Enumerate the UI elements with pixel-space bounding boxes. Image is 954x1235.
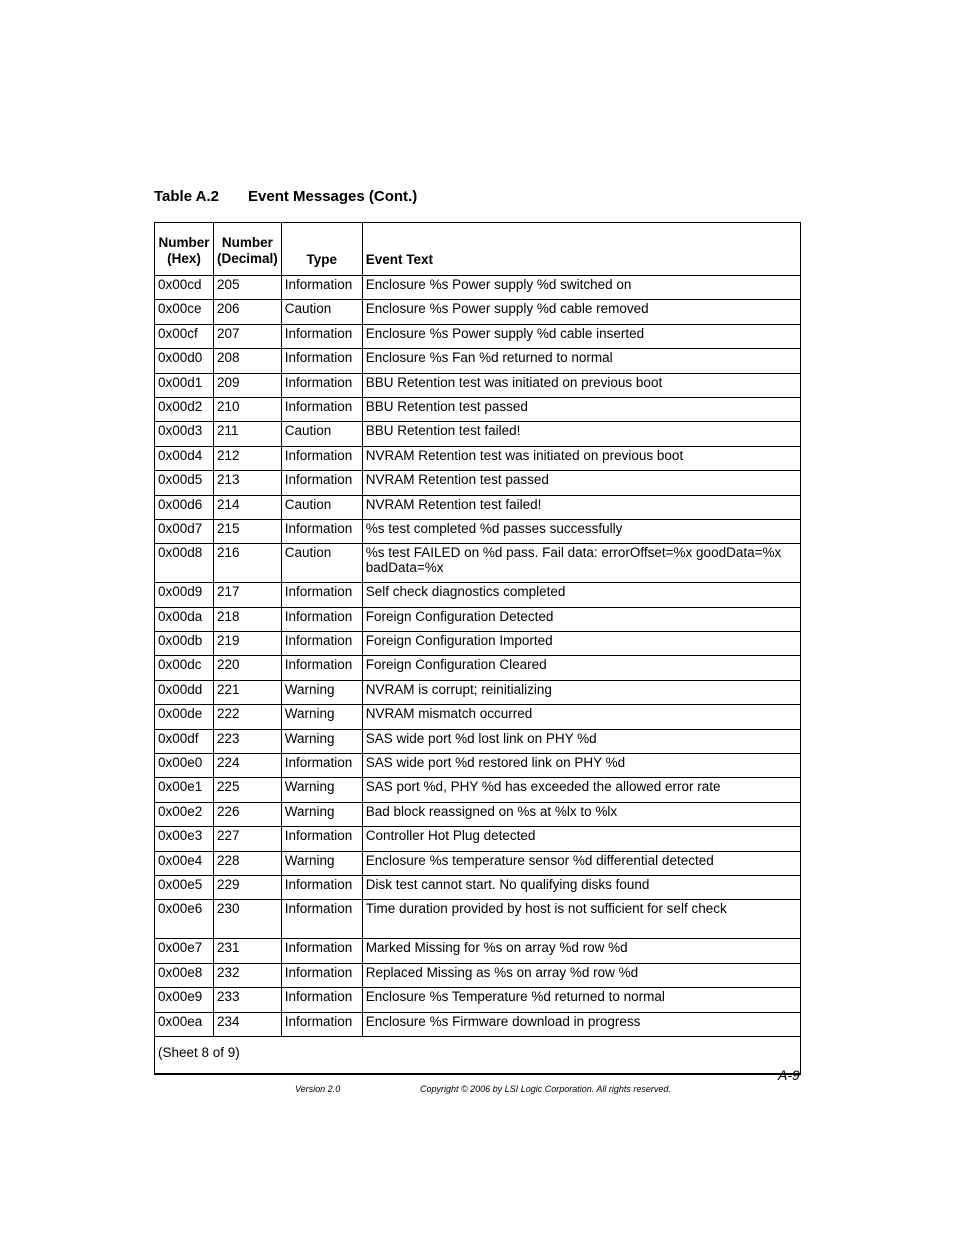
table-row bbox=[155, 939, 801, 963]
cell-number-hex: 0x00e5 bbox=[155, 875, 214, 899]
cell-event-text: Bad block reassigned on %s at %lx to %lx bbox=[362, 802, 800, 826]
cell-event-text: Enclosure %s temperature sensor %d differential detected bbox=[362, 851, 800, 875]
cell-number-hex: 0x00de bbox=[155, 705, 214, 729]
cell-number-decimal: 234 bbox=[214, 1012, 282, 1036]
cell-number-hex: 0x00d4 bbox=[155, 446, 214, 470]
table-row bbox=[155, 988, 801, 1012]
copyright-text: Copyright © 2006 by LSI Logic Corporation. All rights reserved. bbox=[420, 1084, 671, 1094]
cell-event-text: Foreign Configuration Imported bbox=[362, 632, 800, 656]
cell-number-decimal: 229 bbox=[214, 875, 282, 899]
cell-number-decimal: 220 bbox=[214, 656, 282, 680]
cell-number-decimal: 230 bbox=[214, 900, 282, 939]
cell-number-hex: 0x00d9 bbox=[155, 583, 214, 607]
cell-type: Information bbox=[281, 519, 362, 543]
table-row bbox=[155, 471, 801, 495]
cell-event-text: Marked Missing for %s on array %d row %d bbox=[362, 939, 800, 963]
table-caption bbox=[154, 188, 417, 205]
cell-number-hex: 0x00d0 bbox=[155, 349, 214, 373]
header-event-text: Event Text bbox=[362, 223, 800, 276]
cell-type: Information bbox=[281, 1012, 362, 1036]
cell-number-decimal: 215 bbox=[214, 519, 282, 543]
cell-number-hex: 0x00e2 bbox=[155, 802, 214, 826]
cell-number-hex: 0x00e0 bbox=[155, 754, 214, 778]
table-row bbox=[155, 1012, 801, 1036]
cell-event-text: Foreign Configuration Detected bbox=[362, 607, 800, 631]
cell-event-text: NVRAM Retention test was initiated on previous boot bbox=[362, 446, 800, 470]
table-row bbox=[155, 519, 801, 543]
cell-number-decimal: 205 bbox=[214, 276, 282, 300]
cell-number-decimal: 227 bbox=[214, 827, 282, 851]
cell-type: Information bbox=[281, 471, 362, 495]
cell-number-decimal: 222 bbox=[214, 705, 282, 729]
cell-number-hex: 0x00dd bbox=[155, 680, 214, 704]
cell-type: Information bbox=[281, 446, 362, 470]
header-type: Type bbox=[281, 223, 362, 276]
cell-event-text: SAS wide port %d restored link on PHY %d bbox=[362, 754, 800, 778]
cell-type: Information bbox=[281, 900, 362, 939]
cell-number-decimal: 219 bbox=[214, 632, 282, 656]
cell-event-text: Enclosure %s Firmware download in progress bbox=[362, 1012, 800, 1036]
table-row bbox=[155, 827, 801, 851]
table-row bbox=[155, 802, 801, 826]
cell-event-text: Controller Hot Plug detected bbox=[362, 827, 800, 851]
cell-number-hex: 0x00da bbox=[155, 607, 214, 631]
cell-number-hex: 0x00d1 bbox=[155, 373, 214, 397]
cell-number-decimal: 217 bbox=[214, 583, 282, 607]
cell-event-text: Enclosure %s Power supply %d cable inserted bbox=[362, 324, 800, 348]
cell-event-text: Enclosure %s Power supply %d cable removed bbox=[362, 300, 800, 324]
cell-number-hex: 0x00e3 bbox=[155, 827, 214, 851]
version-text: Version 2.0 bbox=[295, 1084, 341, 1094]
cell-type: Information bbox=[281, 397, 362, 421]
cell-number-hex: 0x00cf bbox=[155, 324, 214, 348]
cell-type: Information bbox=[281, 276, 362, 300]
cell-number-decimal: 214 bbox=[214, 495, 282, 519]
cell-number-decimal: 211 bbox=[214, 422, 282, 446]
cell-type: Information bbox=[281, 875, 362, 899]
cell-number-hex: 0x00d6 bbox=[155, 495, 214, 519]
table-row bbox=[155, 729, 801, 753]
cell-number-hex: 0x00d2 bbox=[155, 397, 214, 421]
cell-number-decimal: 233 bbox=[214, 988, 282, 1012]
cell-number-hex: 0x00cd bbox=[155, 276, 214, 300]
cell-type: Information bbox=[281, 988, 362, 1012]
cell-number-hex: 0x00ea bbox=[155, 1012, 214, 1036]
cell-number-hex: 0x00dc bbox=[155, 656, 214, 680]
cell-number-hex: 0x00e7 bbox=[155, 939, 214, 963]
table-row bbox=[155, 324, 801, 348]
cell-number-decimal: 225 bbox=[214, 778, 282, 802]
cell-number-hex: 0x00d7 bbox=[155, 519, 214, 543]
cell-type: Information bbox=[281, 632, 362, 656]
cell-number-hex: 0x00df bbox=[155, 729, 214, 753]
table-row bbox=[155, 583, 801, 607]
cell-event-text: Enclosure %s Power supply %d switched on bbox=[362, 276, 800, 300]
table-row bbox=[155, 851, 801, 875]
cell-type: Warning bbox=[281, 680, 362, 704]
cell-number-hex: 0x00e9 bbox=[155, 988, 214, 1012]
table-row bbox=[155, 544, 801, 583]
cell-number-decimal: 213 bbox=[214, 471, 282, 495]
cell-type: Information bbox=[281, 656, 362, 680]
table-title: Event Messages (Cont.) bbox=[248, 188, 418, 205]
cell-event-text: SAS wide port %d lost link on PHY %d bbox=[362, 729, 800, 753]
cell-number-decimal: 226 bbox=[214, 802, 282, 826]
cell-number-hex: 0x00e4 bbox=[155, 851, 214, 875]
table-row bbox=[155, 778, 801, 802]
cell-number-decimal: 223 bbox=[214, 729, 282, 753]
cell-type: Caution bbox=[281, 422, 362, 446]
table-row bbox=[155, 754, 801, 778]
cell-event-text: %s test FAILED on %d pass. Fail data: errorOffset=%x goodData=%x badData=%x bbox=[362, 544, 800, 583]
cell-type: Warning bbox=[281, 705, 362, 729]
cell-type: Information bbox=[281, 349, 362, 373]
cell-event-text: Self check diagnostics completed bbox=[362, 583, 800, 607]
cell-number-decimal: 224 bbox=[214, 754, 282, 778]
cell-event-text: NVRAM Retention test failed! bbox=[362, 495, 800, 519]
table-row bbox=[155, 300, 801, 324]
table-row bbox=[155, 875, 801, 899]
cell-event-text: NVRAM mismatch occurred bbox=[362, 705, 800, 729]
table-row bbox=[155, 680, 801, 704]
cell-event-text: Disk test cannot start. No qualifying disks found bbox=[362, 875, 800, 899]
table-row bbox=[155, 495, 801, 519]
event-messages-table bbox=[154, 222, 801, 1075]
sheet-indicator: (Sheet 8 of 9) bbox=[155, 1036, 801, 1074]
table-row bbox=[155, 276, 801, 300]
cell-number-decimal: 232 bbox=[214, 963, 282, 987]
cell-number-hex: 0x00d3 bbox=[155, 422, 214, 446]
cell-event-text: Foreign Configuration Cleared bbox=[362, 656, 800, 680]
cell-number-decimal: 221 bbox=[214, 680, 282, 704]
table-row bbox=[155, 900, 801, 939]
table-row bbox=[155, 656, 801, 680]
cell-type: Information bbox=[281, 324, 362, 348]
cell-number-decimal: 209 bbox=[214, 373, 282, 397]
cell-event-text: BBU Retention test passed bbox=[362, 397, 800, 421]
cell-number-decimal: 206 bbox=[214, 300, 282, 324]
cell-type: Warning bbox=[281, 778, 362, 802]
cell-number-hex: 0x00d8 bbox=[155, 544, 214, 583]
cell-number-hex: 0x00ce bbox=[155, 300, 214, 324]
cell-type: Warning bbox=[281, 851, 362, 875]
cell-type: Information bbox=[281, 373, 362, 397]
table-row bbox=[155, 373, 801, 397]
cell-event-text: %s test completed %d passes successfully bbox=[362, 519, 800, 543]
cell-number-decimal: 216 bbox=[214, 544, 282, 583]
table-row bbox=[155, 397, 801, 421]
table-row bbox=[155, 422, 801, 446]
cell-number-hex: 0x00e1 bbox=[155, 778, 214, 802]
table-footer-row bbox=[155, 1036, 801, 1074]
cell-event-text: Enclosure %s Fan %d returned to normal bbox=[362, 349, 800, 373]
cell-type: Information bbox=[281, 754, 362, 778]
table-number: Table A.2 bbox=[154, 188, 220, 205]
table-row bbox=[155, 632, 801, 656]
cell-type: Warning bbox=[281, 729, 362, 753]
cell-type: Information bbox=[281, 607, 362, 631]
cell-type: Information bbox=[281, 583, 362, 607]
table-row bbox=[155, 607, 801, 631]
cell-type: Caution bbox=[281, 495, 362, 519]
cell-type: Caution bbox=[281, 544, 362, 583]
cell-event-text: NVRAM Retention test passed bbox=[362, 471, 800, 495]
cell-event-text: BBU Retention test was initiated on previous boot bbox=[362, 373, 800, 397]
cell-number-hex: 0x00e6 bbox=[155, 900, 214, 939]
cell-event-text: SAS port %d, PHY %d has exceeded the allowed error rate bbox=[362, 778, 800, 802]
cell-event-text: Time duration provided by host is not sufficient for self check bbox=[362, 900, 800, 939]
cell-number-hex: 0x00e8 bbox=[155, 963, 214, 987]
cell-type: Information bbox=[281, 827, 362, 851]
cell-event-text: Replaced Missing as %s on array %d row %d bbox=[362, 963, 800, 987]
cell-type: Warning bbox=[281, 802, 362, 826]
cell-number-decimal: 212 bbox=[214, 446, 282, 470]
cell-number-decimal: 207 bbox=[214, 324, 282, 348]
cell-number-decimal: 218 bbox=[214, 607, 282, 631]
cell-number-decimal: 208 bbox=[214, 349, 282, 373]
table-row bbox=[155, 446, 801, 470]
cell-number-hex: 0x00db bbox=[155, 632, 214, 656]
table-row bbox=[155, 349, 801, 373]
cell-event-text: NVRAM is corrupt; reinitializing bbox=[362, 680, 800, 704]
cell-type: Information bbox=[281, 939, 362, 963]
header-number-hex: Number (Hex) bbox=[155, 223, 214, 276]
table-row bbox=[155, 705, 801, 729]
cell-number-hex: 0x00d5 bbox=[155, 471, 214, 495]
header-number-decimal: Number (Decimal) bbox=[214, 223, 282, 276]
page-number: A-9 bbox=[778, 1067, 800, 1083]
cell-number-decimal: 210 bbox=[214, 397, 282, 421]
table-header-row bbox=[155, 223, 801, 276]
cell-event-text: BBU Retention test failed! bbox=[362, 422, 800, 446]
table-row bbox=[155, 963, 801, 987]
cell-number-decimal: 228 bbox=[214, 851, 282, 875]
cell-number-decimal: 231 bbox=[214, 939, 282, 963]
cell-event-text: Enclosure %s Temperature %d returned to normal bbox=[362, 988, 800, 1012]
cell-type: Caution bbox=[281, 300, 362, 324]
cell-type: Information bbox=[281, 963, 362, 987]
